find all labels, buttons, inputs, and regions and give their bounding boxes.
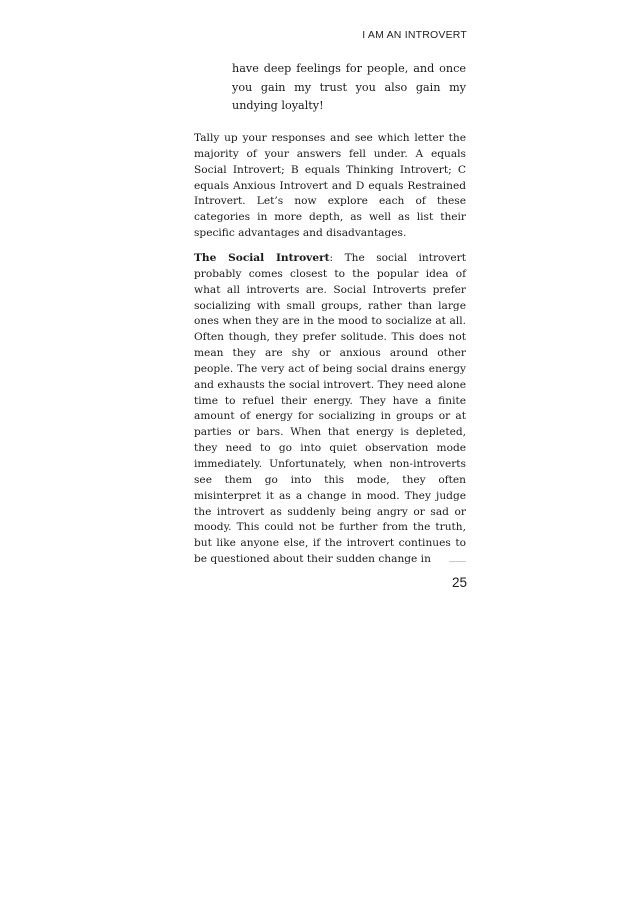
page-number: 25 — [451, 575, 467, 590]
footer-rule — [449, 561, 466, 562]
paragraph-social-introvert-body: : The social introvert probably comes closest to the popular idea of what all introverts are. Social Introverts prefer socializing with small groups, rather than large ones when they are in the mood to socialize at all. Often though, they prefer solitude. This does not mean they are shy or anxious around other people. The very act of being social drains energy and exhausts the social introvert. They need alone time to refuel their energy. They have a finite amount of energy for socializing in groups or at parties or bars. When that energy is depleted, they need to go into quiet observation mode immediately. Unfortunately, when non-introverts see them go into this mode, they often misinterpret it as a change in mood. They judge the introvert as suddenly being angry or sad or moody. This could not be further from the truth, but like anyone else, if the introvert continues to be questioned about their sudden change in — [194, 252, 466, 566]
paragraph-social-introvert — [194, 251, 466, 568]
running-header: I AM AN INTROVERT — [362, 29, 467, 41]
section-heading-social-introvert: The Social Introvert — [194, 252, 330, 264]
quote-continuation: have deep feelings for people, and once you gain my trust you also gain my undying loyalty! — [232, 62, 466, 112]
paragraph-tally-responses: Tally up your responses and see which letter the majority of your answers fell under. A equals Social Introvert; B equals Thinking Introvert; C equals Anxious Introvert and D equals Restrained Introvert. Let’s now explore each of these categories in more depth, as well as list their specific advantages and disadvantages. — [194, 132, 466, 240]
